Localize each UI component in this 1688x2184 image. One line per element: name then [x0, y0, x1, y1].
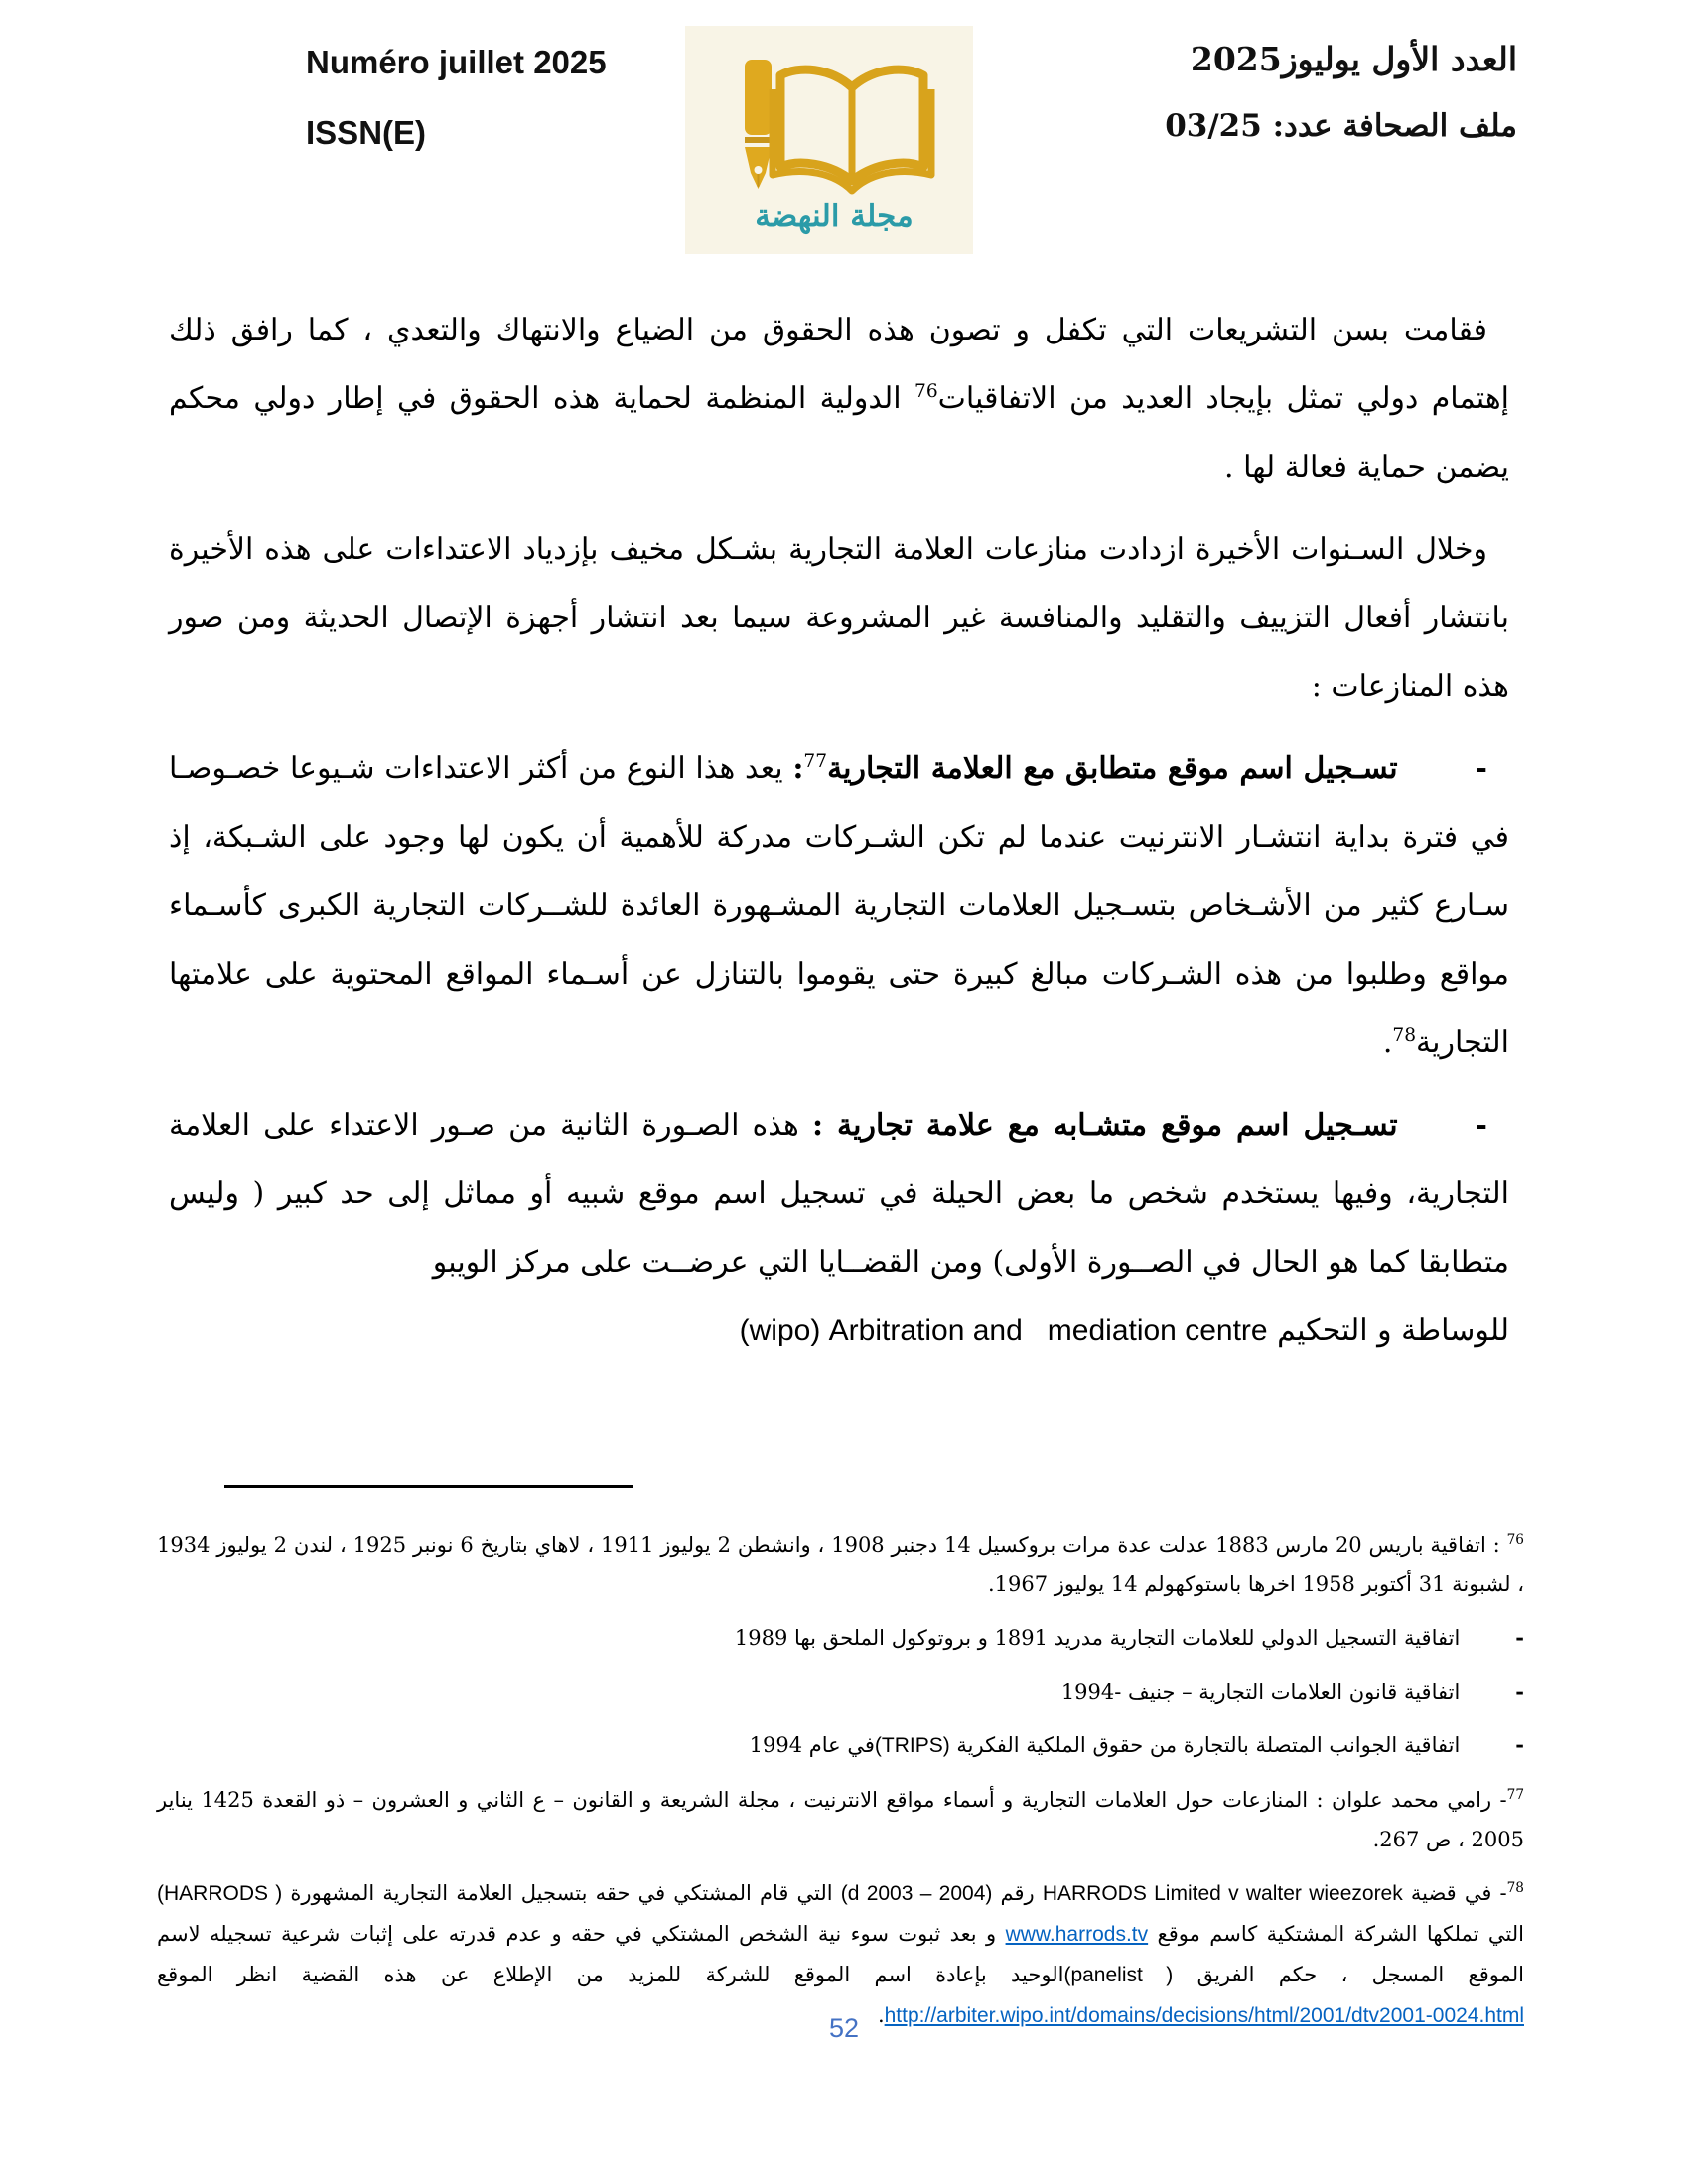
footnote-ref-77: 77 [803, 751, 828, 772]
footnote-78-text: التي قام المشتكي في حقه بتسجيل العلامة التجارية المشهورة [282, 1881, 841, 1905]
footnotes [157, 1525, 1524, 2050]
bullet2-heading: تسـجيل اسم موقع متشـابه مع علامة تجارية : [811, 1108, 1398, 1143]
footnote-ref-78: 78 [1392, 1025, 1417, 1046]
bullet-identical-domain [169, 735, 1509, 1077]
footnote-78-period: . [877, 2003, 885, 2027]
wipo-decision-link[interactable]: http://arbiter.wipo.int/domains/decisions/html/2001/dtv2001-0024.html [884, 2004, 1524, 2027]
footnote-78-text: الوحيد بإعادة اسم الموقع للشركة للمزيد من الإطلاع عن هذه القضية انظر الموقع [157, 1963, 1064, 1986]
footnote-78-number: 78 [1506, 1880, 1524, 1896]
footnote-76 [157, 1525, 1524, 1604]
bullet1-heading-colon: : [792, 751, 804, 786]
panelist-term: (panelist ) [1063, 1964, 1174, 1986]
wipo-center-latin: (wipo) Arbitration and mediation centre [739, 1314, 1268, 1347]
harrods-case-name: HARRODS Limited v walter wieezorek [1042, 1882, 1403, 1905]
para1-text-after: الدولية المنظمة لحماية هذه الحقوق في إطار دولي محكم يضمن حماية فعالة لها . [169, 381, 1509, 484]
bullet-similar-domain [169, 1091, 1509, 1365]
header-right [1165, 40, 1517, 144]
footnote-76-text: : اتفاقية باريس 20 مارس 1883 عدلت عدة مرات بروكسيل 14 دجنبر 1908 ، وانشطن 2 يوليوز 1911 ، لاهاي بتاريخ 6 نونبر 1925 ، لندن 2 يوليوز 1934 ، لشبونة 31 أكتوبر 1958 اخرها باستوكهولم 14 يوليوز 1967. [157, 1533, 1524, 1596]
harrods-trademark: (HARRODS ) [157, 1882, 283, 1905]
footnote-item-text: اتفاقية التسجيل الدولي للعلامات التجارية مدريد 1891 و بروتوكول الملحق بها 1989 [734, 1626, 1461, 1650]
header-left [306, 44, 607, 152]
bullet2-text: هذه الصـورة الثانية من صـور الاعتداء على العلامة التجارية، وفيها يستخدم شخص ما بعض الحيلة في تسجيل اسم موقع شبيه أو مماثل إلى حد كبير ( وليس متطابقا كما هو الحال في الصــورة الأولى) ومن القضــايا التي عرضــت على مركز الويبو [169, 1108, 1509, 1280]
para2-text: وخلال السـنوات الأخيرة ازدادت منازعات العلامة التجارية بشـكل مخيف بإزدياد الاعتداءات على هذه الأخيرة بانتشار أفعال التزييف والتقليد والمنافسة غير المشروعة سيما بعد انتشار أجهزة الإتصال الحديثة ومن صور هذه المنازعات : [169, 532, 1509, 704]
footnote-78-text: - في قضية [1402, 1881, 1507, 1905]
harrods-link[interactable]: www.harrods.tv [1005, 1923, 1149, 1946]
item-dash: - [1515, 1679, 1524, 1704]
footnote-78 [157, 1873, 1524, 2036]
bullet-dash: - [1475, 1108, 1487, 1143]
footnote-78-text: و بعد ثبوت سوء نية الشخص المشتكي في حقه و عدم قدرته على إثبات شرعية تسجيله لاسم الموقع المسجل ، حكم الفريق [157, 1922, 1524, 1986]
book-icon [773, 69, 931, 191]
footnote-item-text: اتفاقية الجوانب المتصلة بالتجارة من حقوق الملكية الفكرية [949, 1733, 1461, 1757]
bullet-dash: - [1475, 751, 1487, 786]
logo-graphic [685, 26, 973, 254]
logo-title: مجلة النهضة [755, 199, 914, 234]
journal-logo [685, 26, 973, 254]
bullet1-text: يعد هذا النوع من أكثر الاعتداءات شـيوعا خصـوصـا في فترة بداية انتشـار الانترنيت عندما لم تكن الشـركات مدركة للأهمية أن يكون لها وجود على الشـبكة، إذ سـارع كثير من الأشـخاص بتسـجيل العلامات التجارية المشـهورة العائدة للشــركات التجارية الكبرى كأسـماء مواقع وطلبوا من هذه الشـركات مبالغ كبيرة حتى يقوموا بالتنازل عن أسـماء المواقع المحتوية على علامتها التجارية [169, 751, 1509, 1060]
page-number: 52 [828, 2013, 860, 2043]
para1-text: فقامت بسن التشريعات التي تكفل و تصون هذه الحقوق من الضياع والانتهاك والتعدي ، كما رافق ذلك إهتمام دولي تمثل بإيجاد العديد من الاتفاقيات [169, 313, 1509, 416]
body-text [169, 296, 1509, 1379]
press-file-label: ملف الصحافة عدد: 03/25 [1165, 108, 1517, 144]
footnote-78-text: رقم [992, 1881, 1043, 1905]
footnote-separator [224, 1485, 633, 1488]
footnote-item-trips [157, 1725, 1524, 1766]
bullet1-heading: تسـجيل اسم موقع متطابق مع العلامة التجارية [827, 751, 1398, 786]
item-dash: - [1515, 1625, 1524, 1650]
wipo-center-arabic: للوساطة و التحكيم [1277, 1313, 1509, 1348]
bullet1-period: . [1382, 1025, 1393, 1060]
trips-acronym: (TRIPS) [874, 1734, 950, 1757]
footnote-77 [157, 1780, 1524, 1859]
footnote-item-text: اتفاقية قانون العلامات التجارية – جنيف -1994 [1060, 1680, 1461, 1704]
footnote-item-text-after: في عام 1994 [749, 1733, 875, 1757]
footnote-76-number: 76 [1506, 1532, 1524, 1548]
footnote-77-number: 77 [1506, 1787, 1524, 1803]
paragraph-disputes [169, 515, 1509, 721]
issue-number-fr: Numéro juillet 2025 [306, 44, 607, 80]
footnote-item-geneva [157, 1672, 1524, 1711]
case-number: (d 2003 – 2004) [840, 1882, 993, 1905]
issue-title-ar: العدد الأول يوليوز2025 [1190, 40, 1517, 78]
footnote-ref-76: 76 [914, 381, 938, 402]
footnote-item-madrid [157, 1618, 1524, 1658]
footnote-77-text: - رامي محمد علوان : المنازعات حول العلامات التجارية و أسماء مواقع الانترنيت ، مجلة الشريعة و القانون – ع الثاني و العشرون – ذو القعدة 1425 يناير 2005 ، ص 267. [157, 1788, 1524, 1851]
paragraph-legislation [169, 296, 1509, 501]
issn-label: ISSN(E) [306, 114, 427, 151]
item-dash: - [1515, 1732, 1524, 1757]
footnote-78-text: التي تملكها الشركة المشتكية كاسم موقع [1148, 1922, 1524, 1946]
